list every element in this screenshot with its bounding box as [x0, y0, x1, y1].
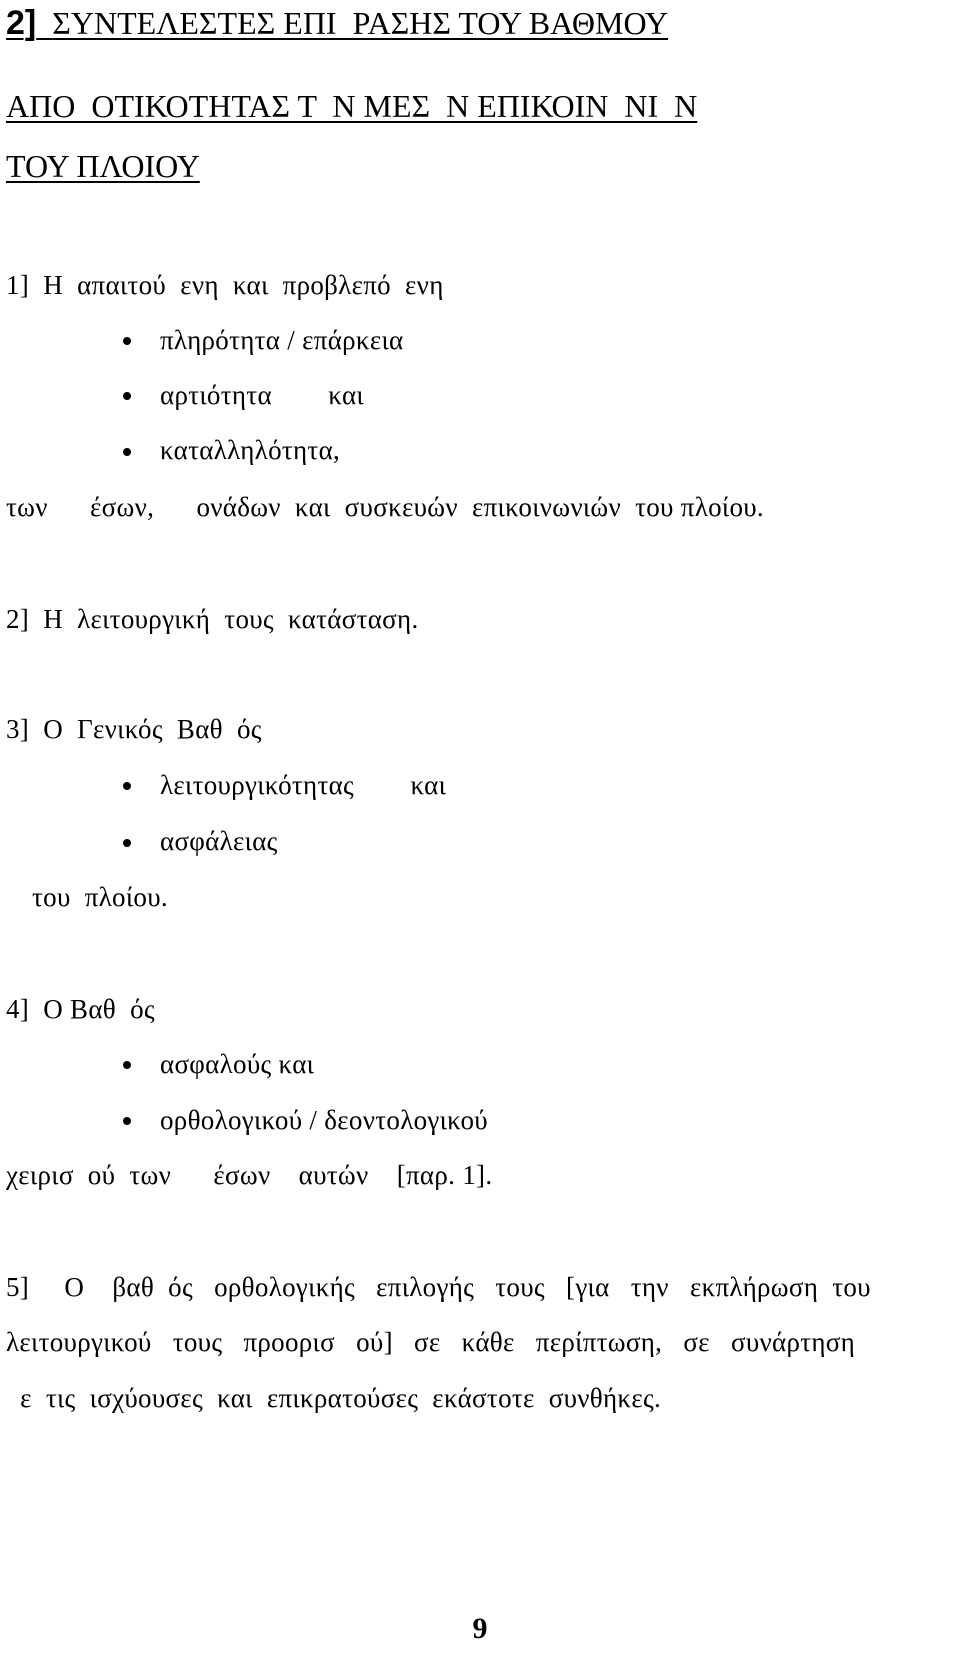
section-5-line-3: ε τις ισχύουσες και επικρατούσες εκάστοτε συνθήκες.	[6, 1383, 662, 1413]
section-2-text: 2] Η λειτουργική τους κατάσταση.	[6, 604, 419, 634]
bullet-icon	[123, 392, 131, 400]
section-4-intro: 4] Ο Βαθ ός	[6, 994, 155, 1024]
section-3-bullet-2: ασφάλειας	[160, 826, 278, 856]
heading-line-3: ΤΟΥ ΠΛΟΙΟΥ	[6, 148, 200, 184]
bullet-icon	[123, 782, 131, 790]
section-1-bullet-3: καταλληλότητα,	[160, 435, 341, 465]
section-3-closing: του πλοίου.	[32, 882, 168, 912]
section-5-line-1: 5] Ο βαθ ός ορθολογικής επιλογής τους [για την εκπλήρωση του	[6, 1272, 871, 1302]
bullet-icon	[123, 1061, 131, 1069]
bullet-icon	[123, 337, 131, 345]
section-3-intro: 3] Ο Γενικός Βαθ ός	[6, 714, 262, 744]
section-4-bullet-2: ορθολογικού / δεοντολογικού	[160, 1105, 488, 1135]
heading-line-2: ΑΠΟ ΟΤΙΚΟΤΗΤΑΣ Τ Ν ΜΕΣ Ν ΕΠΙΚΟΙΝ ΝΙ Ν	[6, 88, 698, 124]
section-1-bullet-2: αρτιότητα και	[160, 380, 364, 410]
bullet-icon	[123, 448, 131, 456]
heading-title-line-1: ΣΥΝΤΕΛΕΣΤΕΣ ΕΠΙ ΡΑΣΗΣ ΤΟΥ ΒΑΘΜΟΥ	[52, 5, 669, 41]
section-3-bullet-1: λειτουργικότητας και	[160, 770, 447, 800]
heading-number: 2]	[6, 4, 37, 42]
section-4-closing: χειρισ ού των έσων αυτών [παρ. 1].	[6, 1160, 493, 1190]
section-4-bullet-1: ασφαλούς και	[160, 1049, 315, 1079]
bullet-icon	[123, 1117, 131, 1125]
section-1-intro: 1] Η απαιτού ενη και προβλεπό ενη	[6, 270, 444, 300]
section-1-bullet-1: πληρότητα / επάρκεια	[160, 325, 404, 355]
page-number: 9	[472, 1612, 488, 1645]
section-5-line-2: λειτουργικού τους προορισ ού] σε κάθε περίπτωση, σε συνάρτηση	[6, 1327, 856, 1357]
bullet-icon	[123, 839, 131, 847]
section-1-closing: των έσων, ονάδων και συσκευών επικοινωνιών του πλοίου.	[6, 492, 764, 522]
heading-line-1	[6, 6, 668, 40]
